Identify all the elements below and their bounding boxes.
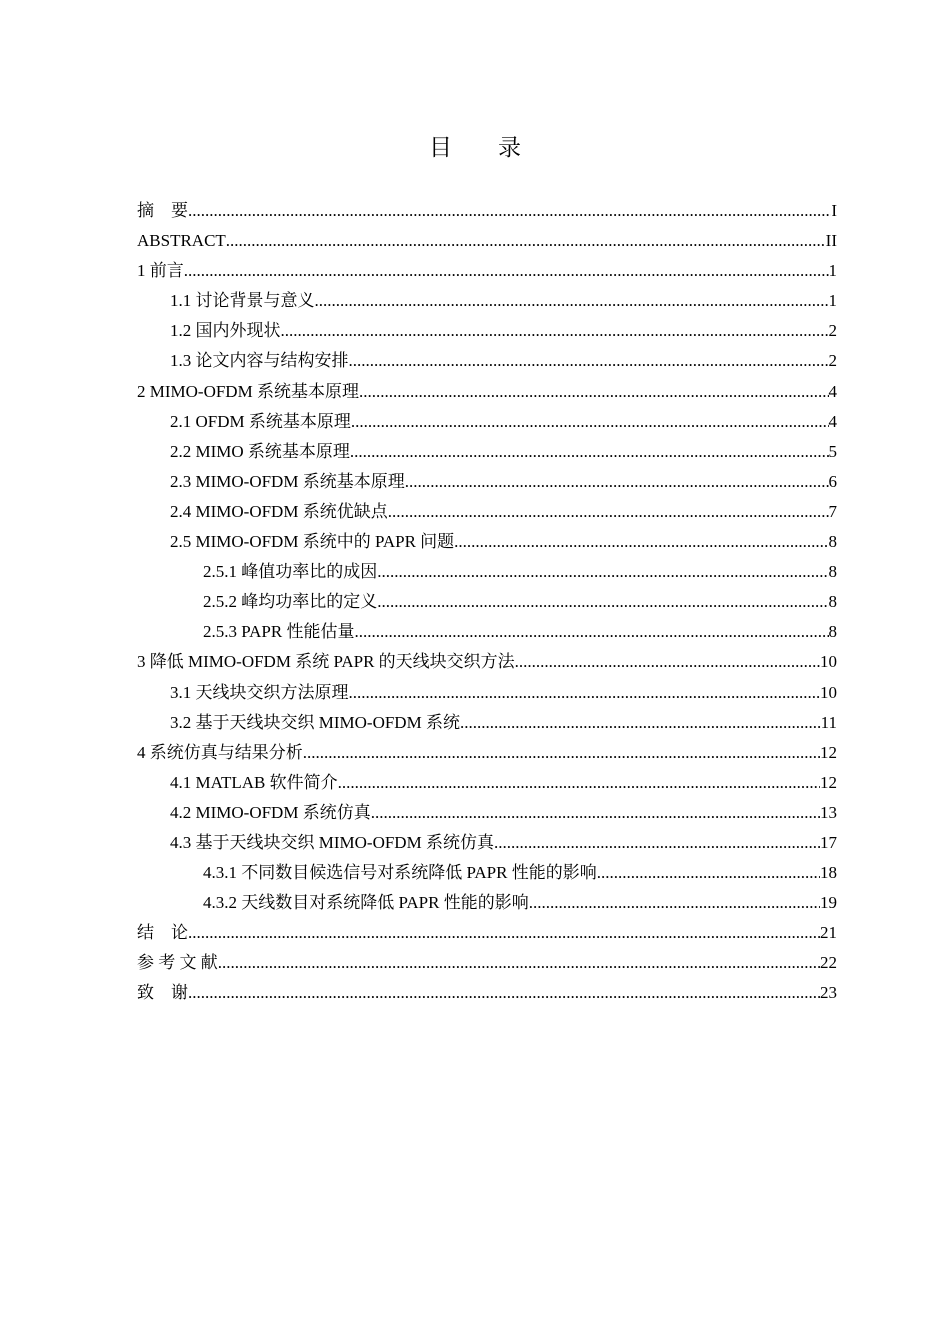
toc-leader-dots [354, 617, 828, 647]
toc-leader-dots [281, 316, 829, 346]
toc-entry-label: 3 降低 MIMO-OFDM 系统 PAPR 的天线块交织方法 [137, 652, 515, 672]
toc-leader-dots [349, 678, 821, 708]
toc-entry-page: 17 [820, 832, 837, 852]
toc-leader-dots [349, 346, 829, 376]
toc-entry-page: 12 [820, 742, 837, 762]
toc-leader-dots [371, 798, 820, 828]
toc-entry-label: 2.1 OFDM 系统基本原理 [170, 411, 351, 431]
toc-leader-dots [529, 888, 820, 918]
toc-entry-page: 23 [820, 983, 837, 1003]
toc-entry[interactable] [137, 377, 837, 407]
toc-entry[interactable] [137, 978, 837, 1008]
toc-entry-label: 2.3 MIMO-OFDM 系统基本原理 [170, 471, 405, 491]
toc-entry-page: 13 [820, 802, 837, 822]
toc-entry-label: 2.2 MIMO 系统基本原理 [170, 441, 350, 461]
toc-entry-page: 4 [828, 381, 837, 401]
toc-entry-page: 11 [820, 712, 837, 732]
toc-entry[interactable] [137, 467, 837, 497]
toc-title [0, 131, 950, 165]
toc-entry-label: 结 论 [137, 923, 188, 943]
toc-entry-label: 1.1 讨论背景与意义 [170, 291, 315, 311]
toc-entry-page: 10 [820, 682, 837, 702]
toc-entry[interactable] [137, 647, 837, 677]
toc-title-char-1: 目 [429, 135, 452, 160]
toc-title-char-2: 录 [498, 135, 521, 160]
toc-entry-label: 4.3.2 天线数目对系统降低 PAPR 性能的影响 [203, 893, 529, 913]
toc-entry[interactable] [137, 527, 837, 557]
toc-leader-dots [351, 407, 829, 437]
toc-entry[interactable] [137, 226, 837, 256]
toc-entry-page: 1 [828, 261, 837, 281]
toc-entry-page: 21 [820, 923, 837, 943]
toc-leader-dots [460, 708, 821, 738]
toc-leader-dots [226, 226, 826, 256]
toc-leader-dots [188, 978, 820, 1008]
toc-entry-page: 8 [828, 562, 837, 582]
toc-entry-label: ABSTRACT [137, 231, 226, 251]
toc-entry-label: 致 谢 [137, 983, 188, 1003]
toc-entry[interactable] [137, 587, 837, 617]
toc-entry-page: 8 [828, 592, 837, 612]
toc-entry[interactable] [137, 708, 837, 738]
toc-entry[interactable] [137, 888, 837, 918]
toc-entry-label: 4.2 MIMO-OFDM 系统仿真 [170, 802, 371, 822]
toc-entry[interactable] [137, 286, 837, 316]
toc-entry-page: 7 [828, 501, 837, 521]
toc-leader-dots [494, 828, 820, 858]
toc-entry-page: 4 [828, 411, 837, 431]
toc-leader-dots [454, 527, 828, 557]
toc-leader-dots [338, 768, 820, 798]
toc-entry-label: 3.2 基于天线块交织 MIMO-OFDM 系统 [170, 712, 460, 732]
toc-leader-dots [218, 948, 820, 978]
toc-entry[interactable] [137, 407, 837, 437]
toc-entry-label: 2.4 MIMO-OFDM 系统优缺点 [170, 501, 388, 521]
toc-entry[interactable] [137, 948, 837, 978]
toc-leader-dots [315, 286, 829, 316]
toc-entry-label: 2.5.3 PAPR 性能估量 [203, 622, 355, 642]
toc-entry[interactable] [137, 918, 837, 948]
toc-entry[interactable] [137, 858, 837, 888]
toc-entry[interactable] [137, 828, 837, 858]
toc-entry-page: 2 [828, 321, 837, 341]
toc-entry-page: 10 [820, 652, 837, 672]
toc-entry[interactable] [137, 557, 837, 587]
toc-entry[interactable] [137, 316, 837, 346]
toc-entry-page: II [825, 231, 837, 251]
toc-leader-dots [188, 918, 820, 948]
toc-entry-page: 5 [828, 441, 837, 461]
toc-entry-page: 22 [820, 953, 837, 973]
toc-leader-dots [377, 587, 828, 617]
toc-entry-label: 4 系统仿真与结果分析 [137, 742, 303, 762]
toc-entry-label: 2.5.1 峰值功率比的成因 [203, 562, 378, 582]
toc-entry-label: 参 考 文 献 [137, 953, 218, 973]
toc-leader-dots [405, 467, 829, 497]
toc-leader-dots [188, 196, 831, 226]
toc-entry-page: 8 [828, 622, 837, 642]
toc-entry-page: I [831, 201, 837, 220]
toc-leader-dots [515, 647, 820, 677]
toc-leader-dots [359, 377, 829, 407]
toc-entry-page: 1 [828, 291, 837, 311]
toc-leader-dots [350, 437, 829, 467]
toc-entry-page: 2 [828, 351, 837, 371]
toc-entry-label: 1.2 国内外现状 [170, 321, 281, 341]
toc-entry-page: 12 [820, 772, 837, 792]
toc-entry-label: 4.3 基于天线块交织 MIMO-OFDM 系统仿真 [170, 832, 494, 852]
toc-entry[interactable] [137, 497, 837, 527]
toc-entry-label: 1 前言 [137, 261, 184, 281]
toc-leader-dots [377, 557, 828, 587]
toc-entry-label: 4.1 MATLAB 软件简介 [170, 772, 338, 792]
toc-entry[interactable] [137, 798, 837, 828]
toc-entry[interactable] [137, 256, 837, 286]
toc-entry-label: 3.1 天线块交织方法原理 [170, 682, 349, 702]
toc-entry-page: 8 [828, 532, 837, 552]
toc-entry[interactable] [137, 617, 837, 647]
toc-entry-label: 2 MIMO-OFDM 系统基本原理 [137, 381, 359, 401]
toc-entry[interactable] [137, 346, 837, 376]
toc-entry-page: 6 [828, 471, 837, 491]
toc-entry[interactable] [137, 678, 837, 708]
toc-entry-page: 19 [820, 893, 837, 913]
toc-leader-dots [597, 858, 820, 888]
toc-entry-label: 2.5.2 峰均功率比的定义 [203, 592, 378, 612]
toc-entry-page: 18 [820, 863, 837, 883]
toc-leader-dots [184, 256, 829, 286]
toc-entry[interactable] [137, 196, 837, 226]
toc-entry[interactable] [137, 768, 837, 798]
toc-entry-label: 2.5 MIMO-OFDM 系统中的 PAPR 问题 [170, 532, 455, 552]
toc-entry-label: 4.3.1 不同数目候选信号对系统降低 PAPR 性能的影响 [203, 863, 597, 883]
toc-list [137, 196, 837, 1009]
toc-entry[interactable] [137, 738, 837, 768]
toc-leader-dots [303, 738, 820, 768]
toc-leader-dots [388, 497, 829, 527]
toc-entry[interactable] [137, 437, 837, 467]
toc-entry-label: 1.3 论文内容与结构安排 [170, 351, 349, 371]
toc-entry-label: 摘 要 [137, 201, 188, 220]
